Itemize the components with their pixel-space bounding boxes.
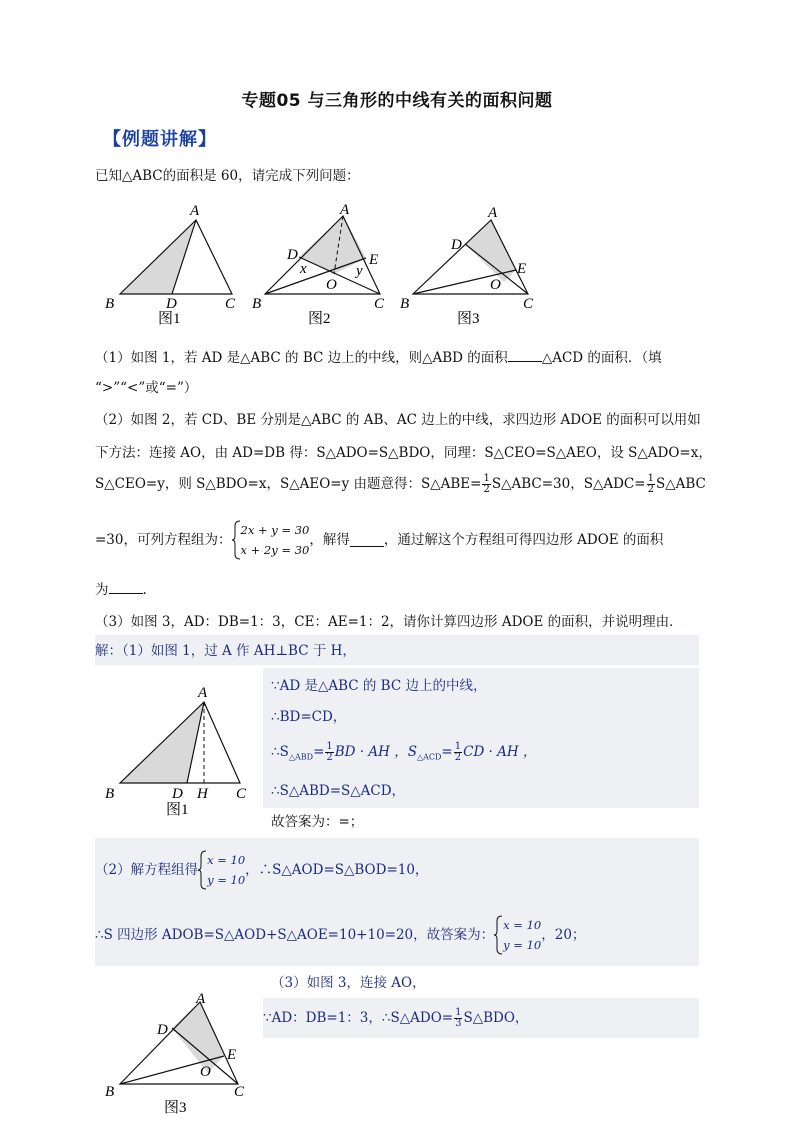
label-E: E (369, 252, 379, 268)
label-B: B (400, 296, 410, 312)
solution-1-line4: ∴S△ABD=S△ACD， (271, 783, 406, 799)
q2-line2: 下方法：连接 AO，由 AD=DB 得：S△ADO=S△BDO，同理：S△CEO=S△AEO，设 S△ADO=x， (95, 445, 712, 461)
q2-line5: 为 . (95, 582, 147, 598)
label-O: O (490, 277, 501, 293)
answer-blank (109, 581, 143, 594)
q3-line1: （3）如图 3，AD：DB=1：3，CE：AE=1：2，请你计算四边形 ADOE 的面积，并说明理由． (95, 614, 683, 630)
label-D: D (166, 296, 177, 312)
label-B: B (105, 296, 115, 312)
label-A: A (198, 685, 208, 701)
figure-caption: 图3 (457, 311, 480, 327)
solution-1-line1: ∵AD 是△ABC 的 BC 边上的中线， (271, 678, 487, 694)
figure-caption: 图1 (166, 802, 189, 818)
solution-2-line1: （2）解方程组得 x = 10 y = 10 ，∴S△AOD=S△BOD=10， (95, 853, 429, 887)
figure-2 (245, 198, 395, 328)
label-O: O (200, 1064, 211, 1080)
figure-caption: 图3 (164, 1100, 187, 1116)
solution-3-line1: （3）如图 3，连接 AO， (271, 975, 426, 991)
figure-1 (100, 198, 250, 328)
label-C: C (225, 296, 236, 312)
answer-blank (350, 534, 384, 547)
figure-3 (393, 198, 543, 328)
intro-text: 已知△ABC的面积是 60，请完成下列问题： (95, 168, 360, 184)
solution-1-line3: $\therefore S_{\triangle ABD}=$ $\frac{1}{2}$ BD · AH ，$S_{\triangle ACD}=$ $\frac{1}{2}$ CD · AH ， (271, 741, 537, 763)
label-A: A (340, 202, 350, 218)
label-E: E (227, 1047, 237, 1063)
section-heading: 【例题讲解】 (103, 129, 217, 150)
solution-2-line2: ∴S 四边形 ADOB=S△AOD+S△AOE=10+10=20，故答案为： x = 10 y = 10 ，20； (95, 918, 586, 952)
label-O: O (326, 277, 337, 293)
solution-1-line2: ∴BD=CD， (271, 709, 347, 725)
label-D: D (172, 786, 183, 802)
label-B: B (105, 786, 115, 802)
label-y: y (356, 263, 363, 279)
q2-line3: S△CEO=y，则 S△BDO=x，S△AEO=y 由题意得：S△ABE= $\frac{1}{2}$ S△ABC=30，S△ADC= $\frac{1}{2}$ S△ABC (95, 473, 706, 495)
q2-line1: （2）如图 2，若 CD、BE 分别是△ABC 的 AB、AC 边上的中线，求四边形 ADOE 的面积可以用如 (95, 412, 701, 428)
label-C: C (523, 296, 534, 312)
label-B: B (105, 1084, 115, 1100)
label-A: A (196, 991, 206, 1007)
q1-line1: （1）如图 1，若 AD 是△ABC 的 BC 边上的中线，则△ABD 的面积 △ACD 的面积．（填 (95, 350, 662, 366)
figure-caption: 图2 (308, 311, 331, 327)
label-D: D (287, 247, 298, 263)
label-A: A (190, 203, 200, 219)
label-D: D (451, 237, 462, 253)
label-B: B (252, 296, 262, 312)
label-C: C (234, 1084, 245, 1100)
q2-line4: =30，可列方程组为： 2x + y = 30 x + 2y = 30 ，解得 ，通过解这个方程组可得四边形 ADOE 的面积 (95, 523, 664, 557)
solution-figure-1 (100, 678, 260, 818)
label-D: D (157, 1022, 168, 1038)
q1-line2: “>”“<”或“=”） (95, 380, 198, 396)
solution-3-line2: ∵AD：DB=1：3，∴S△ADO= $\frac{1}{3}$ S△BDO， (263, 1007, 529, 1029)
answer-blank (508, 349, 542, 362)
label-x: x (300, 261, 307, 277)
solution-1-line5: 故答案为：=； (271, 814, 364, 830)
label-A: A (488, 205, 498, 221)
label-C: C (236, 786, 247, 802)
page-title: 专题05 与三角形的中线有关的面积问题 (241, 91, 553, 111)
solution-1-head: 解：（1）如图 1，过 A 作 AH⊥BC 于 H， (95, 643, 356, 659)
solution-figure-3 (100, 988, 260, 1118)
figure-caption: 图1 (158, 311, 181, 327)
label-E: E (517, 261, 527, 277)
label-C: C (374, 296, 385, 312)
label-H: H (197, 786, 208, 802)
